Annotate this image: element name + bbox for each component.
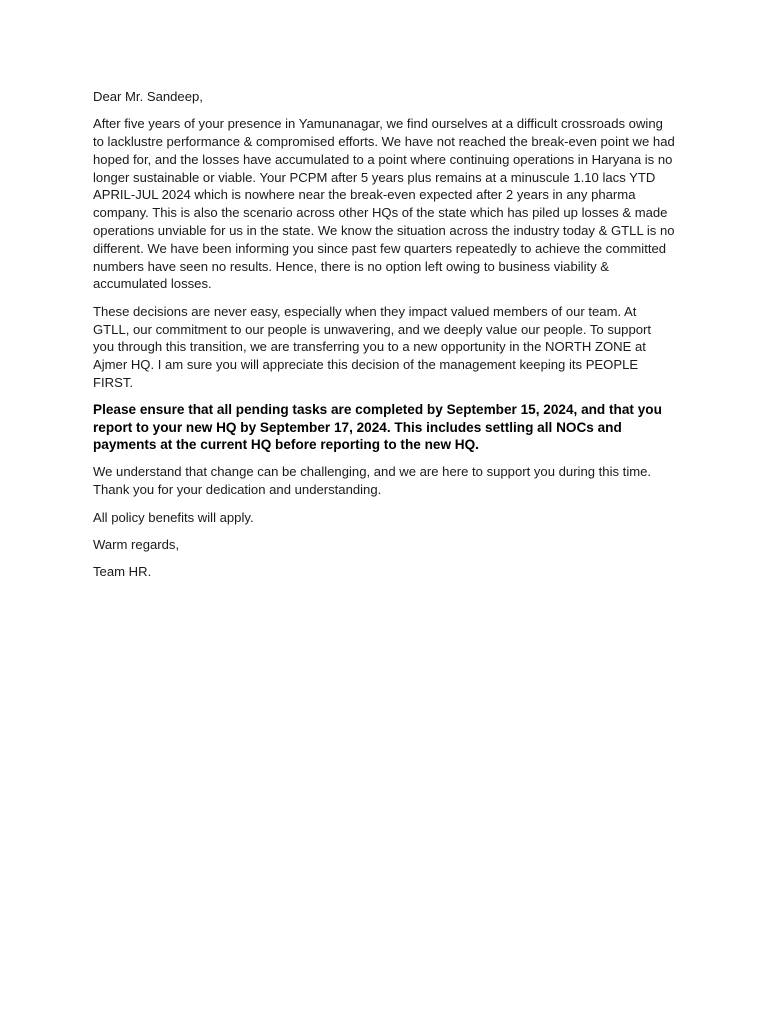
paragraph-deadlines: Please ensure that all pending tasks are completed by September 15, 2024, and that you report to your new HQ by September 17, 2024. This includes settling all NOCs and payments at the current HQ before reporting to the new HQ.: [93, 402, 662, 453]
signature: Team HR.: [93, 564, 152, 580]
paragraph-performance: After five years of your presence in Yamunanagar, we find ourselves at a difficult crossroads owing to lacklustre performance & compromised efforts. We have not reached the break-even point we had hoped for, and the losses have accumulated to a point where continuing operations in Haryana is no longer sustainable or viable. Your PCPM after 5 years plus remains at a minuscule 1.10 lacs YTD APRIL-JUL 2024 which is nowhere near the break-even expected after 2 years in any pharma company. This is also the scenario across other HQs of the state which has piled up losses & made operations unviable for us in the state. We know the situation across the industry today & GTLL is no different. We have been informing you since past few quarters repeatedly to achieve the committed numbers have seen no results. Hence, there is no option left owing to business viability & accumulated losses.: [93, 116, 675, 292]
paragraph-transfer: These decisions are never easy, especially when they impact valued members of our team. At GTLL, our commitment to our people is unwavering, and we deeply value our people. To support you through this transition, we are transferring you to a new opportunity in the NORTH ZONE at Ajmer HQ. I am sure you will appreciate this decision of the management keeping its PEOPLE FIRST.: [93, 303, 652, 390]
letter-body: [93, 88, 675, 590]
salutation: Dear Mr. Sandeep,: [93, 89, 203, 104]
paragraph-benefits: All policy benefits will apply.: [93, 509, 254, 525]
closing: Warm regards,: [93, 536, 180, 552]
paragraph-support: We understand that change can be challenging, and we are here to support you during this time. Thank you for your dedication and understanding.: [93, 464, 652, 498]
